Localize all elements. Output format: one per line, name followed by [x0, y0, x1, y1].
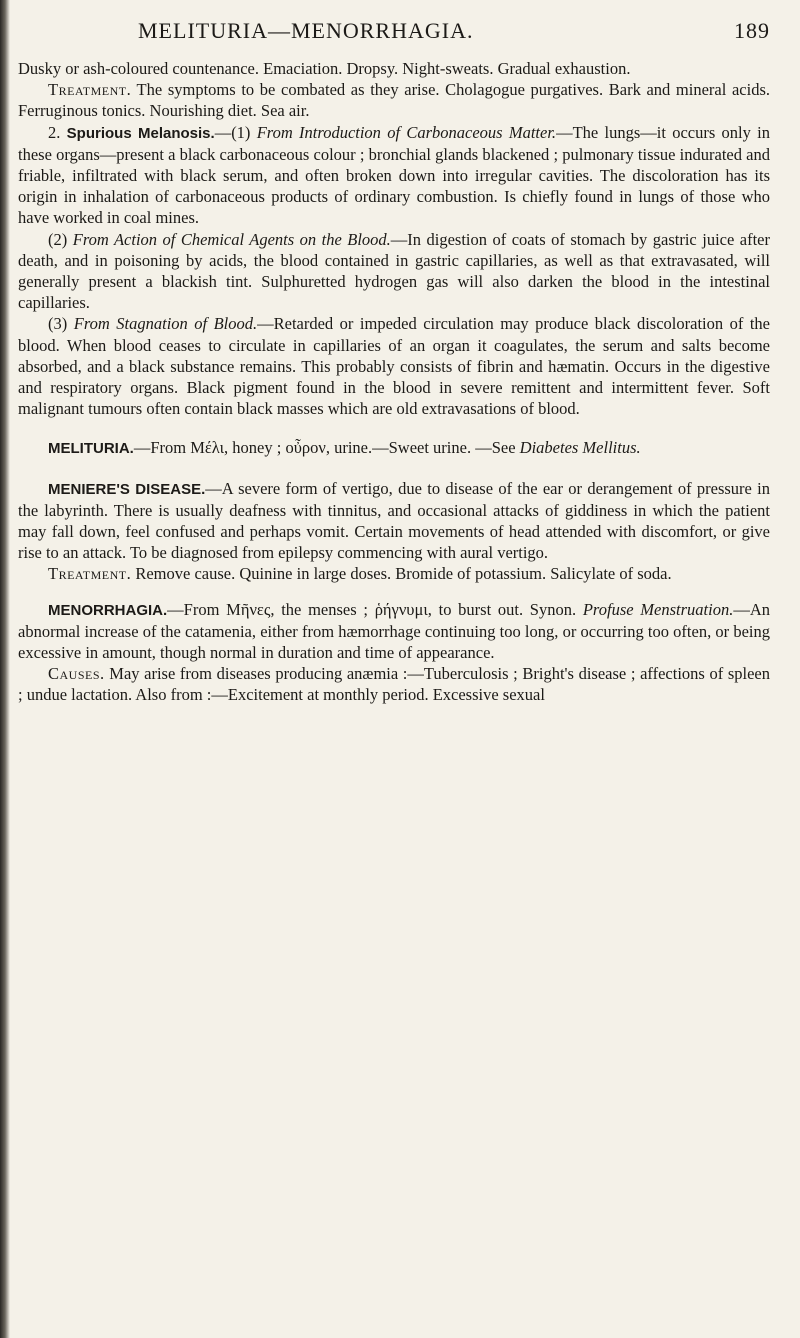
subsection-number: (3)	[48, 314, 74, 334]
subsection-title-carbonaceous: From Introduction of Carbonaceous Matter.	[256, 122, 557, 142]
subsection-marker: —(1)	[214, 122, 257, 142]
entry-heading-menorrhagia: MENORRHAGIA.	[48, 601, 168, 619]
running-header	[18, 14, 770, 58]
section-number: 2.	[48, 122, 67, 142]
book-page	[18, 14, 770, 706]
treatment-text: Remove cause. Quinine in large doses. Bromide of potassium. Salicylate of soda.	[131, 564, 672, 584]
paragraph-causes	[18, 663, 770, 705]
menieres-text: —A severe form of vertigo, due to disease of the ear or derangement of pressure in the labyrinth. There is usually deafness with tinnitus, and occasional attacks of giddiness in which the patient may fall down, feel confused and perhaps vomit. Certain movements of head attended with discomfort, or give rise to an attack. To be diagnosed from epilepsy commencing with aural vertigo.	[18, 478, 770, 563]
paragraph-menorrhagia	[18, 599, 770, 664]
causes-text: May arise from diseases producing anæmia :—Tuberculosis ; Bright's disease ; affections of spleen ; undue lactation. Also from :—Excitement at monthly period. Excessive sexual	[18, 664, 770, 705]
subsection-title-chemical: From Action of Chemical Agents on the Blood.	[72, 229, 391, 249]
paragraph-stagnation	[18, 313, 770, 419]
page-body	[18, 58, 770, 706]
entry-heading-melituria: MELITURIA.	[48, 440, 134, 458]
melituria-text: —From Μέλι, honey ; οὖρον, urine.—Sweet urine. —See	[133, 438, 520, 458]
paragraph-menieres-disease	[18, 478, 770, 564]
paragraph-treatment-melanosis	[18, 79, 770, 121]
subsection-title-stagnation: From Stagnation of Blood.	[73, 314, 258, 334]
page-binding-shadow	[0, 0, 10, 1338]
paragraph-symptoms	[18, 58, 770, 79]
spacer	[18, 585, 770, 599]
paragraph-treatment-menieres	[18, 563, 770, 584]
page-number: 189	[734, 18, 770, 43]
spacer	[18, 419, 770, 437]
paragraph-melituria	[18, 437, 770, 459]
header-title: MELITURIA—MENORRHAGIA.	[138, 18, 474, 43]
entry-heading-spurious-melanosis: Spurious Melanosis.	[66, 124, 215, 142]
carbonaceous-text: —The lungs—it occurs only in these organs—present a black carbonaceous colour ; bronchial glands blackened ; pulmonary tissue indurated and friable, infiltrated with black serum, and often broken down into irregular cavities. The discoloration has its origin in inhalation of carbonaceous products of ordinary combustion. Is chiefly found in lungs of those who have worked in coal mines.	[18, 122, 770, 228]
entry-heading-menieres: MENIERE'S DISEASE.	[48, 480, 206, 498]
spacer	[18, 460, 770, 478]
paragraph-chemical-agents	[18, 229, 770, 314]
menorrhagia-etymology: —From Μῆνες, the menses ; ῥήγνυμι, to burst out. Synon.	[167, 599, 583, 619]
symptoms-text: Dusky or ash-coloured countenance. Emaciation. Dropsy. Night-sweats. Gradual exhaustion.	[18, 59, 631, 78]
stagnation-text: —Retarded or impeded circulation may produce black discoloration of the blood. When blood ceases to circulate in capillaries of an organ it coagulates, the serum and salts become absorbed, and a black substance remains. This probably consists of fibrin and hæmatin. Occurs in the digestive and respiratory organs. Black pigment found in the blood in severe remittent and intermittent fever. Soft malignant tumours often contain black masses which are old extravasations of blood.	[18, 314, 770, 419]
treatment-label: Treatment.	[48, 564, 132, 584]
treatment-label: Treatment.	[48, 80, 132, 100]
subsection-number: (2)	[48, 229, 73, 249]
causes-label: Causes.	[48, 664, 105, 684]
synonym-profuse-menstruation: Profuse Menstruation.	[582, 599, 734, 619]
menorrhagia-definition: —An abnormal increase of the catamenia, either from hæmorrhage continuing too long, or occurring too often, or being excessive in amount, though normal in duration and time of appearance.	[18, 599, 770, 663]
chemical-text: —In digestion of coats of stomach by gastric juice after death, and in poisoning by acids, the blood contained in gastric capillaries, as well as that extravasated, will generally present a blackish tint. Sulphuretted hydrogen gas will also darken the blood in the intestinal capillaries.	[18, 229, 771, 313]
paragraph-spurious-melanosis	[18, 122, 770, 229]
cross-reference-diabetes: Diabetes Mellitus.	[519, 438, 641, 458]
treatment-text: The symptoms to be combated as they arise. Cholagogue purgatives. Bark and mineral acids. Ferruginous tonics. Nourishing diet. Sea air.	[18, 80, 770, 121]
